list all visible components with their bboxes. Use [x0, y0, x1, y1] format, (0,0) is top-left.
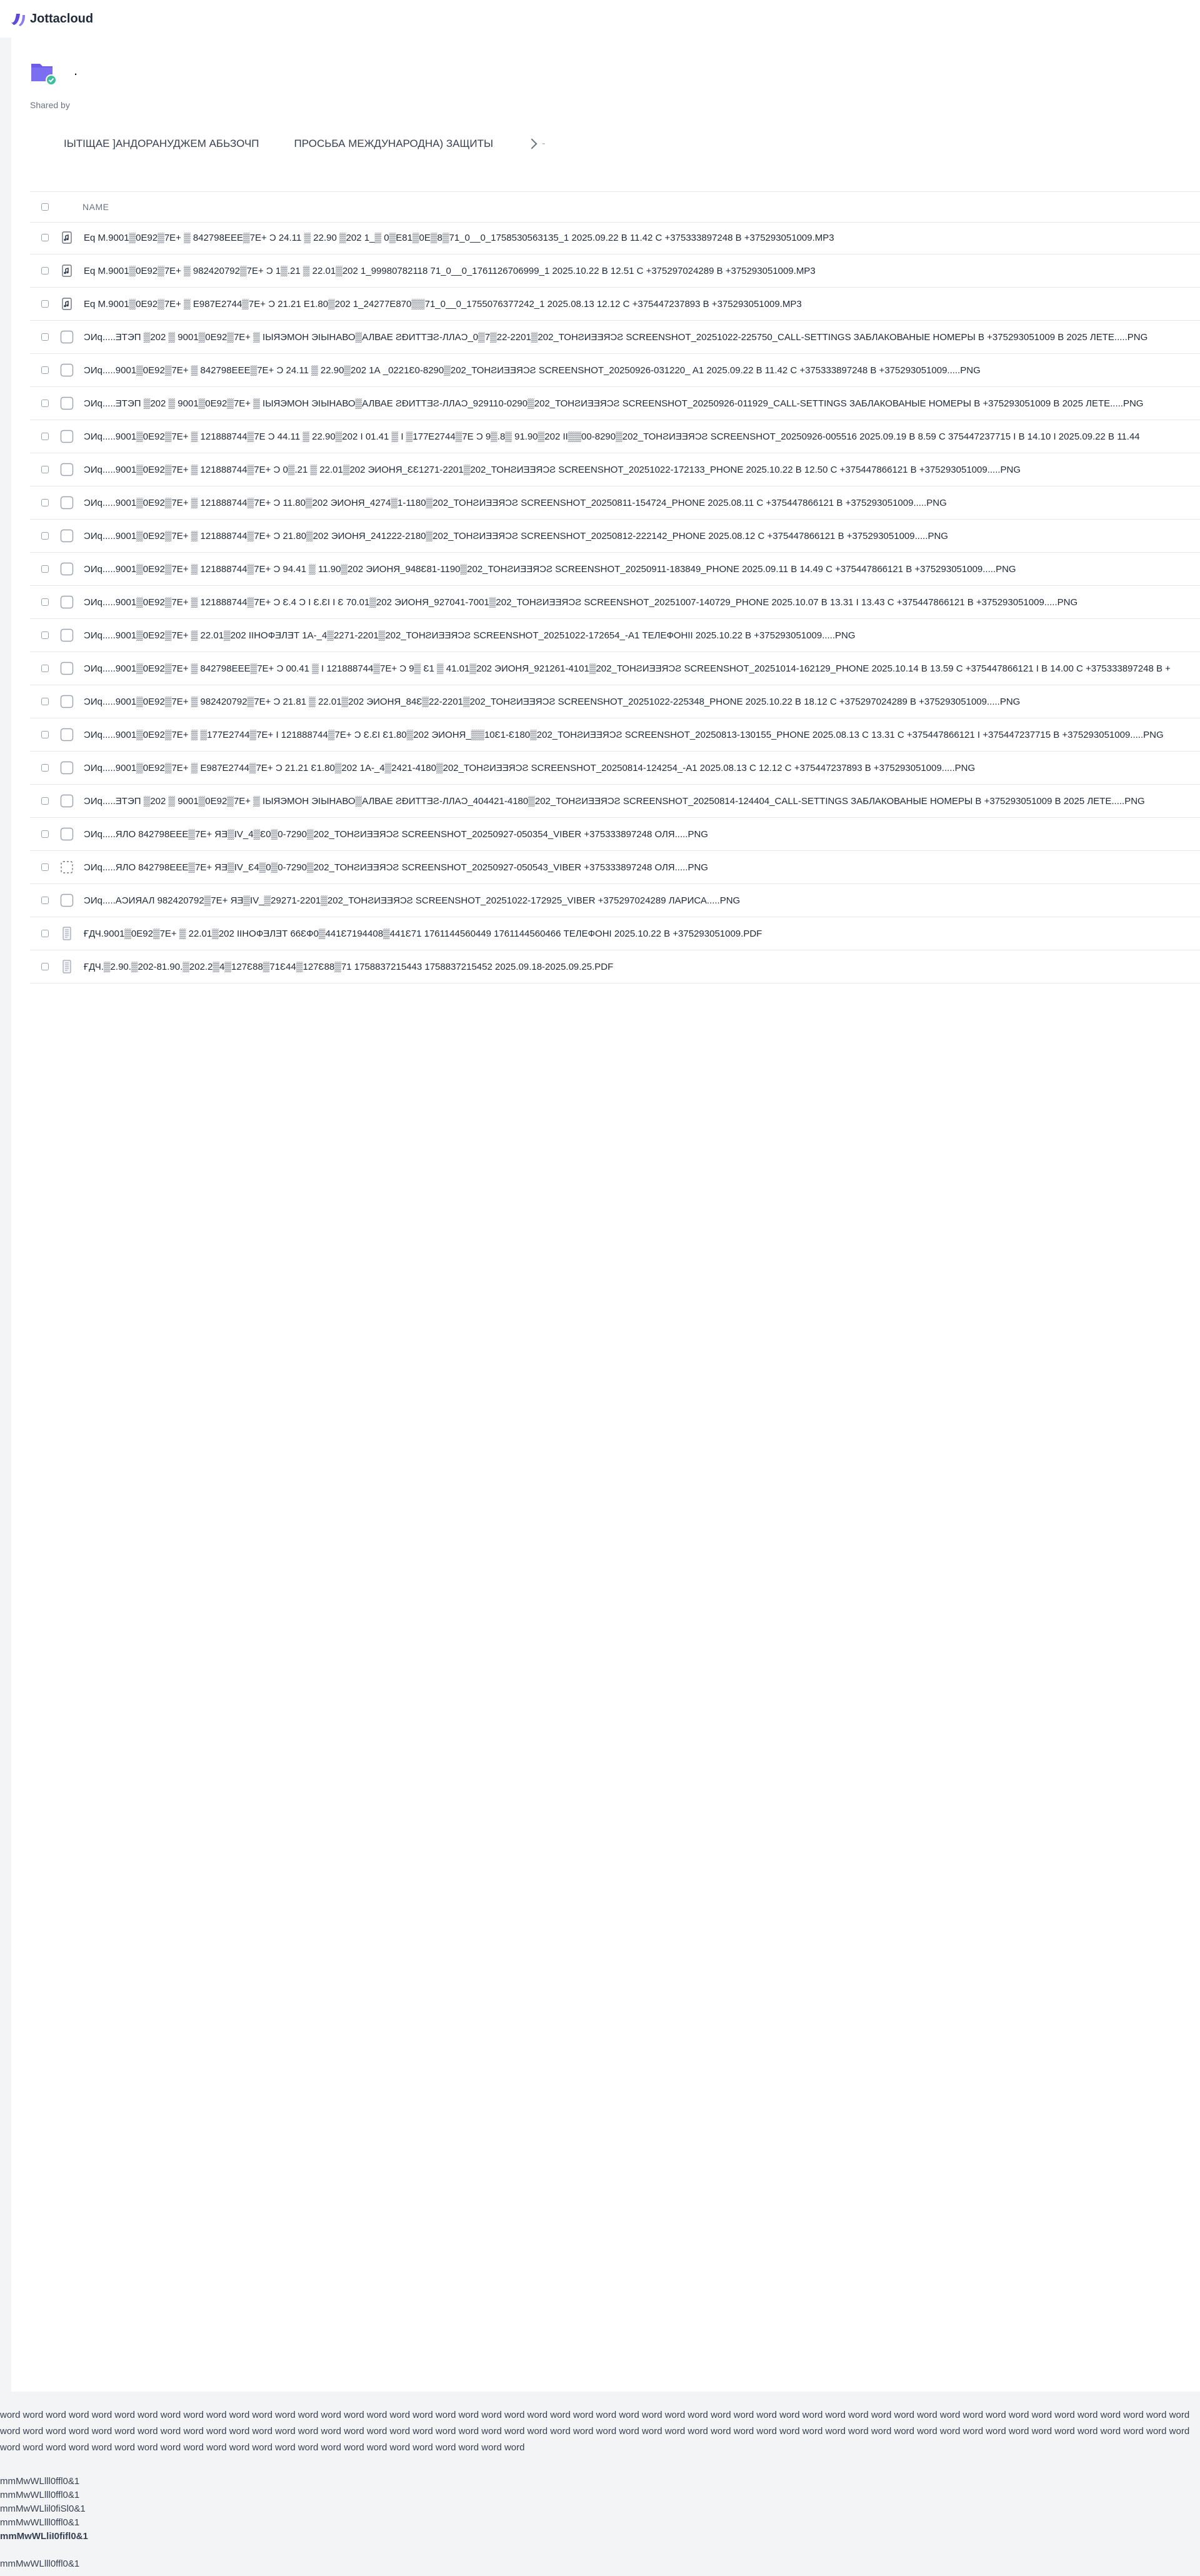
image-file-icon: [60, 529, 74, 543]
file-row[interactable]: [30, 685, 1200, 718]
glyph-line: mmMwWLlll0ffl0&1: [0, 2517, 80, 2528]
footer-glyph-lines: [0, 2475, 1200, 2571]
row-checkbox[interactable]: [41, 333, 49, 341]
row-checkbox[interactable]: [41, 300, 49, 308]
jottacloud-logo-icon[interactable]: [9, 10, 26, 28]
file-name-link[interactable]: ƆИq.....ƎТЭП ▒202 ▒ 9001▒0E92▒7E+ ▒ ІЫЯЭМОН ЭІЫНАВО▒АЛВАЕ ƧƉИТТƎƧ-ЛЛАƆ_929110-0290▒202_ТОНƧИƎƎЯƆƧ SCREENSHOT_20250926-011929_CALL-SETTINGS ЗАБЛАКОВАНЫЕ НОМЕРЫ В +375293051009 В 2025 ЛЕТЕ.....PNG: [84, 398, 1144, 409]
row-checkbox[interactable]: [41, 963, 49, 970]
row-checkbox[interactable]: [41, 930, 49, 937]
row-checkbox[interactable]: [41, 598, 49, 606]
file-name-link[interactable]: ƆИq.....АƆИЯАЛ 982420792▒7E+ ЯƎ▒IV_▒29271-2201▒202_ТОНƧИƎƎЯƆƧ SCREENSHOT_20251022-172925_VIBER +375297024289 ЛАРИСА.....PNG: [84, 895, 741, 906]
file-row[interactable]: [30, 818, 1200, 851]
image-file-icon: [60, 595, 74, 609]
file-name-link[interactable]: ƆИq.....9001▒0E92▒7E+ ▒ 842798EEE▒7E+ Ɔ 24.11 ▒ 22.90▒202 1А _0221Ɛ0-8290▒202_ТОНƧИƎƎЯƆƧ SCREENSHOT_20250926-031220_ A1 2025.09.22 В 11.42 С +375333897248 В +375293051009.....PNG: [84, 365, 981, 376]
file-row[interactable]: [30, 718, 1200, 752]
file-row[interactable]: [30, 917, 1200, 950]
glyph-line: mmMwWLlll0ffl0&1: [0, 2558, 80, 2569]
file-row[interactable]: [30, 288, 1200, 321]
image-file-icon: [60, 728, 74, 742]
audio-file-icon: [60, 231, 74, 244]
row-checkbox[interactable]: [41, 499, 49, 506]
image-file-icon: [60, 628, 74, 642]
row-checkbox[interactable]: [41, 400, 49, 407]
footer-paragraph: word word word word word word word word word word word word word word word word word word word word word word word word word word word word word word word word word word word word word word word word word word word word word word word word word word word word word word word word word word word word word word word word word word word word word word word word word word word word word word word word word word word word word word word word word word word word word word word word word word word word word word word word word word word word word word word word word word word word word word word word word word word word word word word: [0, 2410, 1190, 2453]
file-row[interactable]: [30, 387, 1200, 420]
image-file-icon: [60, 363, 74, 377]
image-file-icon: [60, 562, 74, 576]
file-name-link[interactable]: Eq M.9001▒0E92▒7E+ ▒ E987E2744▒7E+ Ɔ 21.21 E1.80▒202 1_24277E870▒▒71_0__0_1755076377242_1 2025.08.13 12.12 С +375447237893 В +375293051009.MP3: [84, 298, 802, 309]
page-footer-text: [0, 2407, 1200, 2571]
file-name-link[interactable]: ƆИq.....9001▒0E92▒7E+ ▒ 121888744▒7E+ Ɔ Ɛ.4 Ɔ І Ɛ.ƐІ І Ɛ 70.01▒202 ЭИОНЯ_927041-7001▒202_ТОНƧИƎƎЯƆƧ SCREENSHOT_20251007-140729_PHONE 2025.10.07 В 13.31 І 13.43 С +375447866121 В +375293051009.....PNG: [84, 596, 1078, 608]
row-checkbox[interactable]: [41, 797, 49, 805]
file-name-link[interactable]: ҒДЧ.9001▒0E92▒7E+ ▒ 22.01▒202 ІІНОФƎЛƎТ 66ƐФ0▒441Ɛ7194408▒441Ɛ71 1761144560449 1761144560466 ТЕЛЕФОНІ 2025.10.22 В +375293051009.PDF: [84, 928, 762, 939]
row-checkbox[interactable]: [41, 698, 49, 705]
file-name-link[interactable]: ƆИq.....ЯЛО 842798EEE▒7E+ ЯƎ▒IV_4▒Ɛ0▒0-7290▒202_ТОНƧИƎƎЯƆƧ SCREENSHOT_20250927-050354_VIBER +375333897248 ОЛЯ.....PNG: [84, 828, 708, 840]
file-name-link[interactable]: ƆИq.....ЯЛО 842798EEE▒7E+ ЯƎ▒IV_Ɛ4▒0▒0-7290▒202_ТОНƧИƎƎЯƆƧ SCREENSHOT_20250927-050543_VIBER +375333897248 ОЛЯ.....PNG: [84, 862, 708, 873]
glyph-line: mmMwWLlil0fiSl0&1: [0, 2503, 86, 2514]
file-name-link[interactable]: ƆИq.....9001▒0E92▒7E+ ▒ 842798EEE▒7E+ Ɔ 00.41 ▒ І 121888744▒7E+ Ɔ 9▒ Ɛ1 ▒ 41.01▒202 ЭИОНЯ_921261-4101▒202_ТОНƧИƎƎЯƆƧ SCREENSHOT_20251014-162129_PHONE 2025.10.14 В 13.59 С +375447866121 І В 14.00 С +375333897248 В +: [84, 663, 1171, 674]
file-row[interactable]: [30, 950, 1200, 984]
glyph-line: [0, 2543, 1200, 2557]
audio-file-icon: [60, 264, 74, 278]
file-row[interactable]: [30, 354, 1200, 387]
file-row[interactable]: [30, 453, 1200, 486]
row-checkbox[interactable]: [41, 665, 49, 672]
row-checkbox[interactable]: [41, 267, 49, 274]
image-file-icon: [60, 662, 74, 675]
glyph-line: mmMwWLliI0fifl0&1: [0, 2531, 88, 2542]
file-row[interactable]: [30, 586, 1200, 619]
file-row[interactable]: [30, 221, 1200, 254]
file-row[interactable]: [30, 652, 1200, 685]
chevron-right-icon: [527, 139, 538, 149]
row-checkbox[interactable]: [41, 863, 49, 871]
audio-file-icon: [60, 297, 74, 311]
file-list-header: [30, 191, 1200, 223]
shared-folder-icon: [30, 59, 60, 86]
breadcrumb-item-asylum[interactable]: ІЫТІЩАЕ ]АНДОРАНУДЖЕМ АБЬЗОЧП: [64, 138, 259, 149]
file-name-link[interactable]: ƆИq.....9001▒0E92▒7E+ ▒ 22.01▒202 ІІНОФƎЛƎТ 1А-_4▒2271-2201▒202_ТОНƧИƎƎЯƆƧ SCREENSHOT_20251022-172654_-A1 ТЕЛЕФОНІІ 2025.10.22 В +375293051009.....PNG: [84, 630, 856, 641]
file-name-link[interactable]: ƆИq.....ƎТЭП ▒202 ▒ 9001▒0E92▒7E+ ▒ ІЫЯЭМОН ЭІЫНАВО▒АЛВАЕ ƧƉИТТƎƧ-ЛЛАƆ_404421-4180▒202_ТОНƧИƎƎЯƆƧ SCREENSHOT_20250814-124404_CALL-SETTINGS ЗАБЛАКОВАНЫЕ НОМЕРЫ В +375293051009 В 2025 ЛЕТЕ.....PNG: [84, 795, 1145, 807]
broken-image-icon: [60, 860, 74, 874]
file-row[interactable]: [30, 520, 1200, 553]
file-row[interactable]: [30, 420, 1200, 453]
file-name-link[interactable]: ƆИq.....9001▒0E92▒7E+ ▒ 121888744▒7E Ɔ 44.11 ▒ 22.90▒202 І 01.41 ▒ І ▒177E2744▒7E Ɔ 9▒.8▒ 91.90▒202 ІІ▒▒00-8290▒202_ТОНƧИƎƎЯƆƧ SCREENSHOT_20250926-005516 2025.09.19 В 8.59 С 375447237715 І В 14.10 І 2025.09.22 В 11.44: [84, 431, 1140, 442]
row-checkbox[interactable]: [41, 234, 49, 241]
file-name-link[interactable]: ƆИq.....9001▒0E92▒7E+ ▒ E987E2744▒7E+ Ɔ 21.21 Ɛ1.80▒202 1А-_4▒2421-4180▒202_ТОНƧИƎƎЯƆƧ SCREENSHOT_20250814-124254_-A1 2025.08.13 С 12.12 С +375447237893 В +375293051009.....PNG: [84, 762, 976, 773]
folder-title: .: [74, 63, 78, 78]
top-bar: [0, 0, 1200, 38]
file-row[interactable]: [30, 851, 1200, 884]
image-file-icon: [60, 695, 74, 708]
brand-name[interactable]: Jottacloud: [30, 11, 94, 26]
row-checkbox[interactable]: [41, 731, 49, 738]
file-list: [30, 221, 1200, 984]
image-file-icon: [60, 496, 74, 510]
image-file-icon: [60, 463, 74, 476]
row-checkbox[interactable]: [41, 466, 49, 473]
file-name-link[interactable]: Eq M.9001▒0E92▒7E+ ▒ 842798EEE▒7E+ Ɔ 24.11 ▒ 22.90 ▒202 1_▒ 0▒E81▒0E▒8▒71_0__0_1758530563135_1 2025.09.22 В 11.42 С +375333897248 В +375293051009.MP3: [84, 232, 834, 243]
glyph-line: mmMwWLlll0ffl0&1: [0, 2476, 80, 2487]
file-name-link[interactable]: ƆИq.....9001▒0E92▒7E+ ▒ 121888744▒7E+ Ɔ 21.80▒202 ЭИОНЯ_241222-2180▒202_ТОНƧИƎƎЯƆƧ SCREENSHOT_20250812-222142_PHONE 2025.08.12 С +375447866121 В +375293051009.....PNG: [84, 530, 948, 541]
file-row[interactable]: [30, 884, 1200, 917]
file-name-link[interactable]: ƆИq.....ƎТЭП ▒202 ▒ 9001▒0E92▒7E+ ▒ ІЫЯЭМОН ЭІЫНАВО▒АЛВАЕ ƧƉИТТƎƧ-ЛЛАƆ_0▒7▒22-2201▒202_ТОНƧИƎƎЯƆƧ SCREENSHOT_20251022-225750_CALL-SETTINGS ЗАБЛАКОВАНЫЕ НОМЕРЫ В +375293051009 В 2025 ЛЕТЕ.....PNG: [84, 331, 1148, 343]
row-checkbox[interactable]: [41, 532, 49, 540]
shared-by-label: Shared by: [30, 100, 70, 110]
pdf-file-icon: [60, 960, 74, 974]
breadcrumb: [64, 125, 545, 163]
image-file-icon: [60, 761, 74, 775]
row-checkbox[interactable]: [41, 366, 49, 374]
file-row[interactable]: [30, 254, 1200, 288]
select-all-checkbox[interactable]: [41, 203, 49, 211]
image-file-icon: [60, 330, 74, 344]
row-checkbox[interactable]: [41, 433, 49, 440]
file-row[interactable]: [30, 553, 1200, 586]
breadcrumb-current: [528, 138, 545, 149]
breadcrumb-current-label: -: [542, 138, 546, 149]
row-checkbox[interactable]: [41, 897, 49, 904]
file-name-link[interactable]: ƆИq.....9001▒0E92▒7E+ ▒ 121888744▒7E+ Ɔ 94.41 ▒ 11.90▒202 ЭИОНЯ_948Ɛ81-1190▒202_ТОНƧИƎƎЯƆƧ SCREENSHOT_20250911-183849_PHONE 2025.09.11 В 14.49 С +375447866121 В +375293051009.....PNG: [84, 563, 1016, 575]
folder-view-panel: [11, 38, 1200, 2392]
image-file-icon: [60, 827, 74, 841]
file-row[interactable]: [30, 785, 1200, 818]
file-name-link[interactable]: ƆИq.....9001▒0E92▒7E+ ▒ 121888744▒7E+ Ɔ 0▒.21 ▒ 22.01▒202 ЭИОНЯ_ƐƐ1271-2201▒202_ТОНƧИƎƎЯƆƧ SCREENSHOT_20251022-172133_PHONE 2025.10.22 В 12.50 С +375447866121 В +375293051009.....PNG: [84, 464, 1021, 475]
file-name-link[interactable]: Eq M.9001▒0E92▒7E+ ▒ 982420792▒7E+ Ɔ 1▒.21 ▒ 22.01▒202 1_99980782118 71_0__0_1761126706999_1 2025.10.22 В 12.51 С +375297024289 В +375293051009.MP3: [84, 265, 816, 276]
glyph-line: mmMwWLlll0ffl0&1: [0, 2490, 80, 2500]
row-checkbox[interactable]: [41, 830, 49, 838]
file-row[interactable]: [30, 752, 1200, 785]
image-file-icon: [60, 396, 74, 410]
file-name-link[interactable]: ƆИq.....9001▒0E92▒7E+ ▒ 982420792▒7E+ Ɔ 21.81 ▒ 22.01▒202 ЭИОНЯ_84Ɛ▒22-2201▒202_ТОНƧИƎƎЯƆƧ SCREENSHOT_20251022-225348_PHONE 2025.10.22 В 18.12 С +375297024289 В +375293051009.....PNG: [84, 696, 1021, 707]
pdf-file-icon: [60, 927, 74, 940]
file-name-link[interactable]: ƆИq.....9001▒0E92▒7E+ ▒ 121888744▒7E+ Ɔ 11.80▒202 ЭИОНЯ_4274▒1-1180▒202_ТОНƧИƎƎЯƆƧ SCREENSHOT_20250811-154724_PHONE 2025.08.11 С +375447866121 В +375293051009.....PNG: [84, 497, 947, 508]
file-row[interactable]: [30, 619, 1200, 652]
image-file-icon: [60, 430, 74, 443]
breadcrumb-item-protection[interactable]: ПРОСЬБА МЕЖДУНАРОДНА) ЗАЩИТЫ: [294, 138, 494, 149]
row-checkbox[interactable]: [41, 565, 49, 573]
column-header-name[interactable]: NAME: [82, 202, 109, 212]
file-row[interactable]: [30, 486, 1200, 520]
file-name-link[interactable]: ҒДЧ.▒2.90.▒202-81.90.▒202.2▒4▒127Ɛ88▒71Ɛ44▒127Ɛ88▒71 1758837215443 1758837215452 2025.09.18-2025.09.25.PDF: [84, 961, 614, 972]
row-checkbox[interactable]: [41, 764, 49, 772]
image-file-icon: [60, 794, 74, 808]
row-checkbox[interactable]: [41, 631, 49, 639]
file-row[interactable]: [30, 321, 1200, 354]
file-name-link[interactable]: ƆИq.....9001▒0E92▒7E+ ▒ ▒177E2744▒7E+ І 121888744▒7E+ Ɔ Ɛ.ƐІ Ɛ1.80▒202 ЭИОНЯ_▒▒10Ɛ1-Ɛ180▒202_ТОНƧИƎƎЯƆƧ SCREENSHOT_20250813-130155_PHONE 2025.08.13 С 13.31 С +375447866121 І +375447237715 В +375293051009.....PNG: [84, 729, 1164, 740]
image-file-icon: [60, 893, 74, 907]
